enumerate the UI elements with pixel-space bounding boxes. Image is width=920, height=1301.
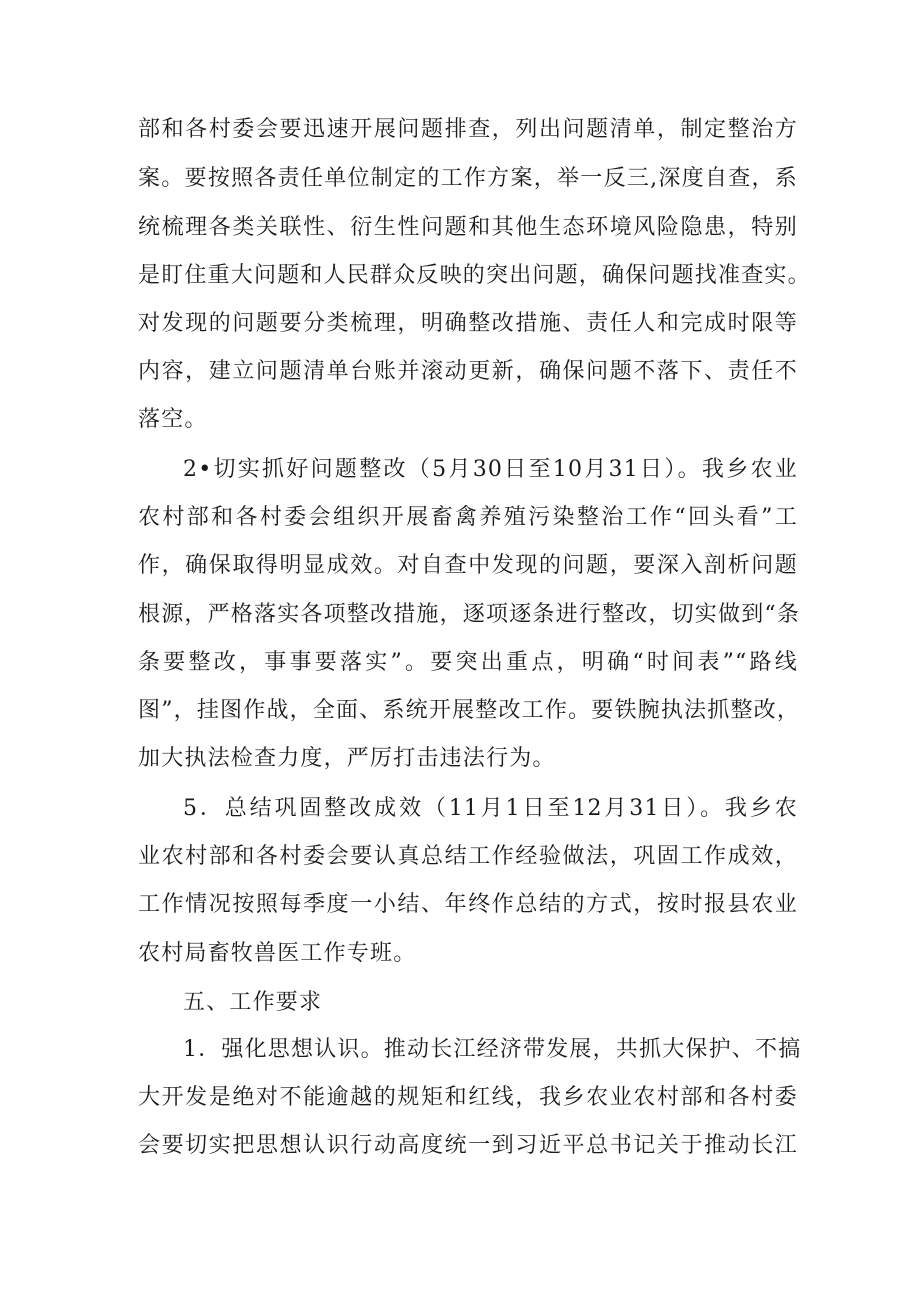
text-line: 内容，建立问题清单台账并滚动更新，确保问题不落下、责任不 <box>138 359 798 384</box>
text-line: 会要切实把思想认识行动高度统一到习近平总书记关于推动长江 <box>138 1133 798 1158</box>
paragraph-heading-2: 2•切实抓好问题整改（5月30日至10月31日）。我乡农业 <box>183 457 798 482</box>
text-line: 是盯住重大问题和人民群众反映的突出问题，确保问题找准查实。 <box>138 263 811 288</box>
section-heading: 五、工作要求 <box>183 990 323 1015</box>
text-line: 部和各村委会要迅速开展问题排查，列出问题清单，制定整治方 <box>138 117 798 142</box>
text-line: 对发现的问题要分类梳理，明确整改措施、责任人和完成时限等 <box>138 311 798 336</box>
text-line: 作，确保取得明显成效。对自查中发现的问题，要深入剖析问题 <box>138 553 798 578</box>
paragraph-heading-1: 1．强化思想认识。推动长江经济带发展，共抓大保护、不搞 <box>183 1037 802 1062</box>
text-line: 案。要按照各责任单位制定的工作方案，举一反三,深度自查，系 <box>138 166 798 191</box>
text-line: 落空。 <box>138 407 208 432</box>
text-line: 农村部和各村委会组织开展畜禽养殖污染整治工作“回头看”工 <box>138 505 798 530</box>
paragraph-heading-5: 5．总结巩固整改成效（11月1日至12月31日）。我乡农 <box>183 796 798 821</box>
text-line: 工作情况按照每季度一小结、年终作总结的方式，按时报县农业 <box>138 892 798 917</box>
text-line: 大开发是绝对不能逾越的规矩和红线，我乡农业农村部和各村委 <box>138 1085 798 1110</box>
text-line: 农村局畜牧兽医工作专班。 <box>138 941 417 966</box>
text-line: 统梳理各类关联性、衍生性问题和其他生态环境风险隐患，特别 <box>138 215 798 240</box>
text-line: 业农村部和各村委会要认真总结工作经验做法，巩固工作成效， <box>138 844 798 869</box>
text-line: 加大执法检查力度，严厉打击违法行为。 <box>138 746 556 771</box>
text-line: 条要整改，事事要落实”。要突出重点，明确“时间表”“路线 <box>138 650 798 675</box>
text-line: 图”，挂图作战，全面、系统开展整改工作。要铁腕执法抓整改， <box>138 698 801 723</box>
text-line: 根源，严格落实各项整改措施，逐项逐条进行整改，切实做到“条 <box>138 602 801 627</box>
